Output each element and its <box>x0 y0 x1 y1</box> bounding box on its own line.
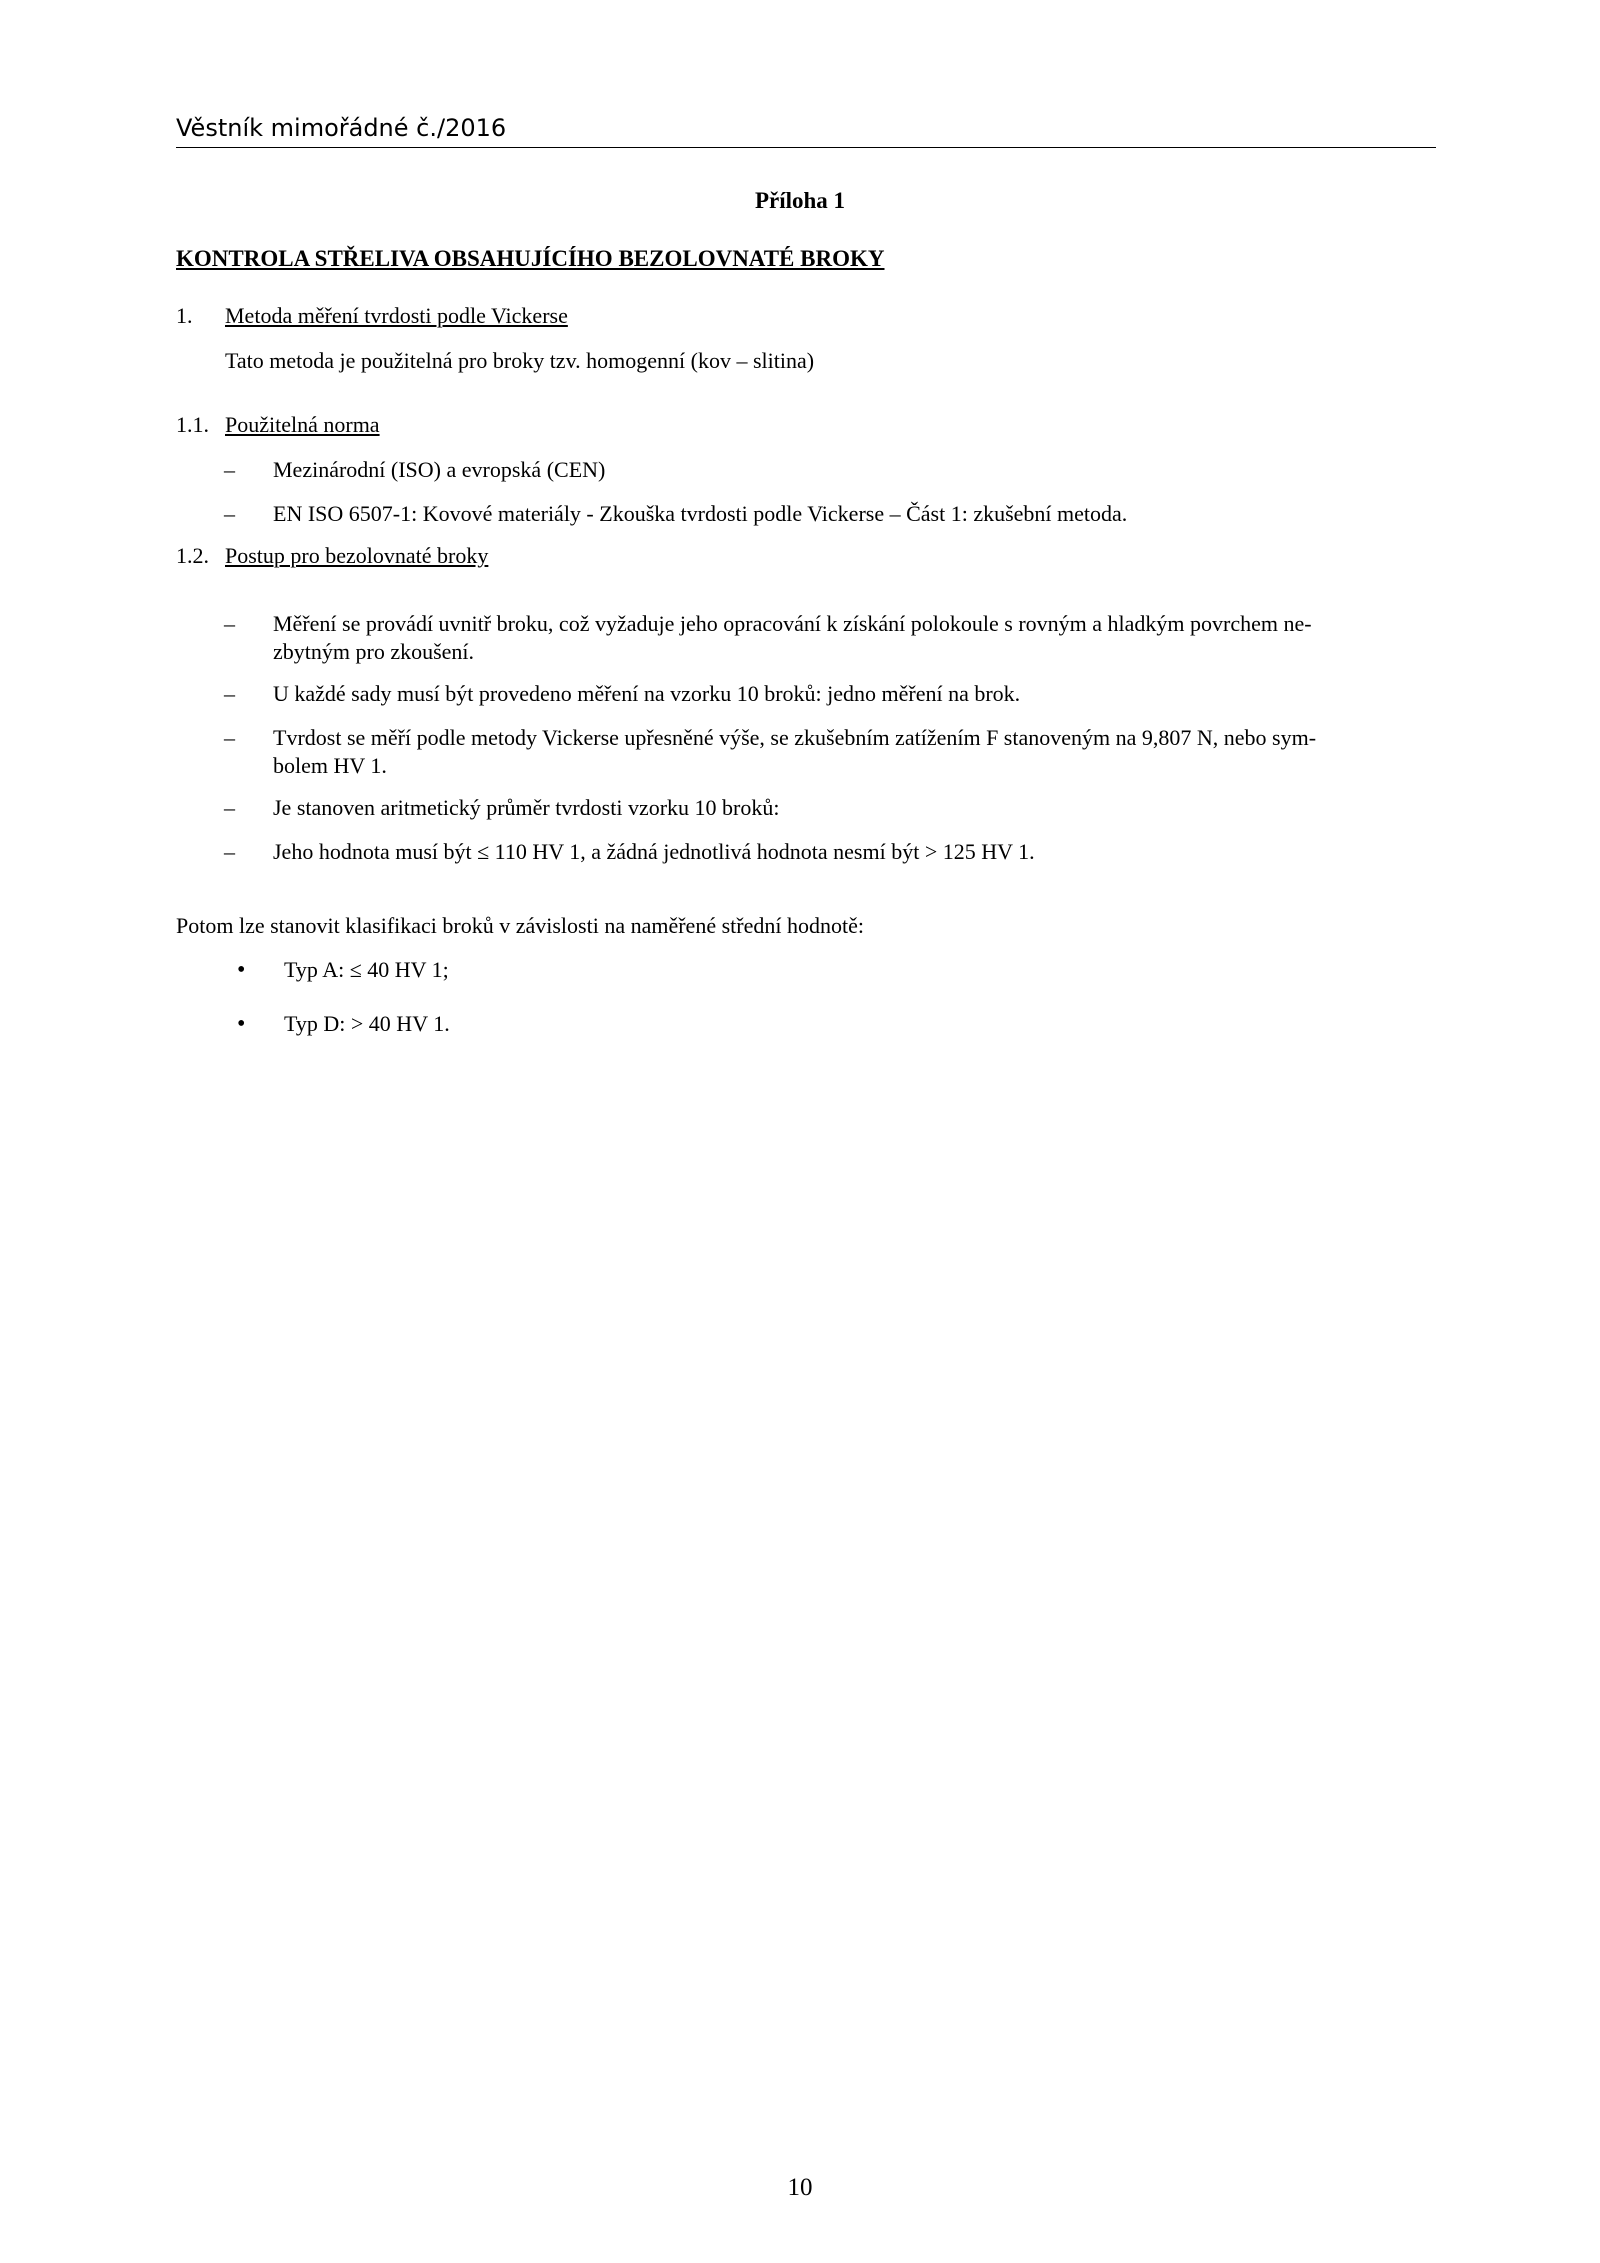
dash-marker: – <box>224 839 235 864</box>
norm-item-2: EN ISO 6507-1: Kovové materiály - Zkouška tvrdosti podle Vickerse – Část 1: zkušební metoda. <box>273 501 1128 526</box>
annex-label: Příloha 1 <box>754 188 846 213</box>
procedure-item-3: Tvrdost se měří podle metody Vickerse upřesněné výše, se zkušebním zatížením F stanoveným na 9,807 N, nebo sym- bolem HV 1. <box>273 725 1317 778</box>
document-title: KONTROLA STŘELIVA OBSAHUJÍCÍHO BEZOLOVNATÉ BROKY <box>176 246 885 271</box>
dash-marker: – <box>224 795 235 820</box>
section-1-text: Tato metoda je použitelná pro broky tzv. homogenní (kov – slitina) <box>225 348 815 373</box>
dash-marker: – <box>224 457 235 482</box>
section-1-1-number: 1.1. <box>176 412 209 437</box>
procedure-item-1-line-1: Měření se provádí uvnitř broku, což vyžaduje jeho opracování k získání polokoule s rovným a hladkým povrchem ne- zbytným pro zkoušení. <box>273 611 1312 664</box>
section-1-heading: Metoda měření tvrdosti podle Vickerse <box>225 303 568 328</box>
section-1-2-heading: Postup pro bezolovnaté broky <box>225 543 489 568</box>
section-1-1-heading: Použitelná norma <box>225 412 380 437</box>
classification-intro: Potom lze stanovit klasifikaci broků v závislosti na naměřené střední hodnotě: <box>176 913 864 938</box>
procedure-item-2: U každé sady musí být provedeno měření na vzorku 10 broků: jedno měření na brok. <box>273 681 1021 706</box>
dash-marker: – <box>224 725 235 750</box>
header-rule <box>176 147 1436 148</box>
norm-item-1: Mezinárodní (ISO) a evropská (CEN) <box>273 457 606 482</box>
procedure-item-4: Je stanoven aritmetický průměr tvrdosti vzorku 10 broků: <box>273 795 780 820</box>
page-number: 10 <box>787 2174 813 2201</box>
type-d-item: Typ D: > 40 HV 1. <box>284 1011 450 1036</box>
procedure-item-5: Jeho hodnota musí být ≤ 110 HV 1, a žádná jednotlivá hodnota nesmí být > 125 HV 1. <box>273 839 1035 864</box>
section-1-2-number: 1.2. <box>176 543 209 568</box>
bullet-marker: • <box>237 957 246 983</box>
type-a-item: Typ A: ≤ 40 HV 1; <box>284 957 449 982</box>
dash-marker: – <box>224 611 235 636</box>
section-1-number: 1. <box>176 303 193 328</box>
dash-marker: – <box>224 501 235 526</box>
bullet-marker: • <box>237 1011 246 1037</box>
running-header: Věstník mimořádné č./2016 <box>176 114 507 142</box>
dash-marker: – <box>224 681 235 706</box>
